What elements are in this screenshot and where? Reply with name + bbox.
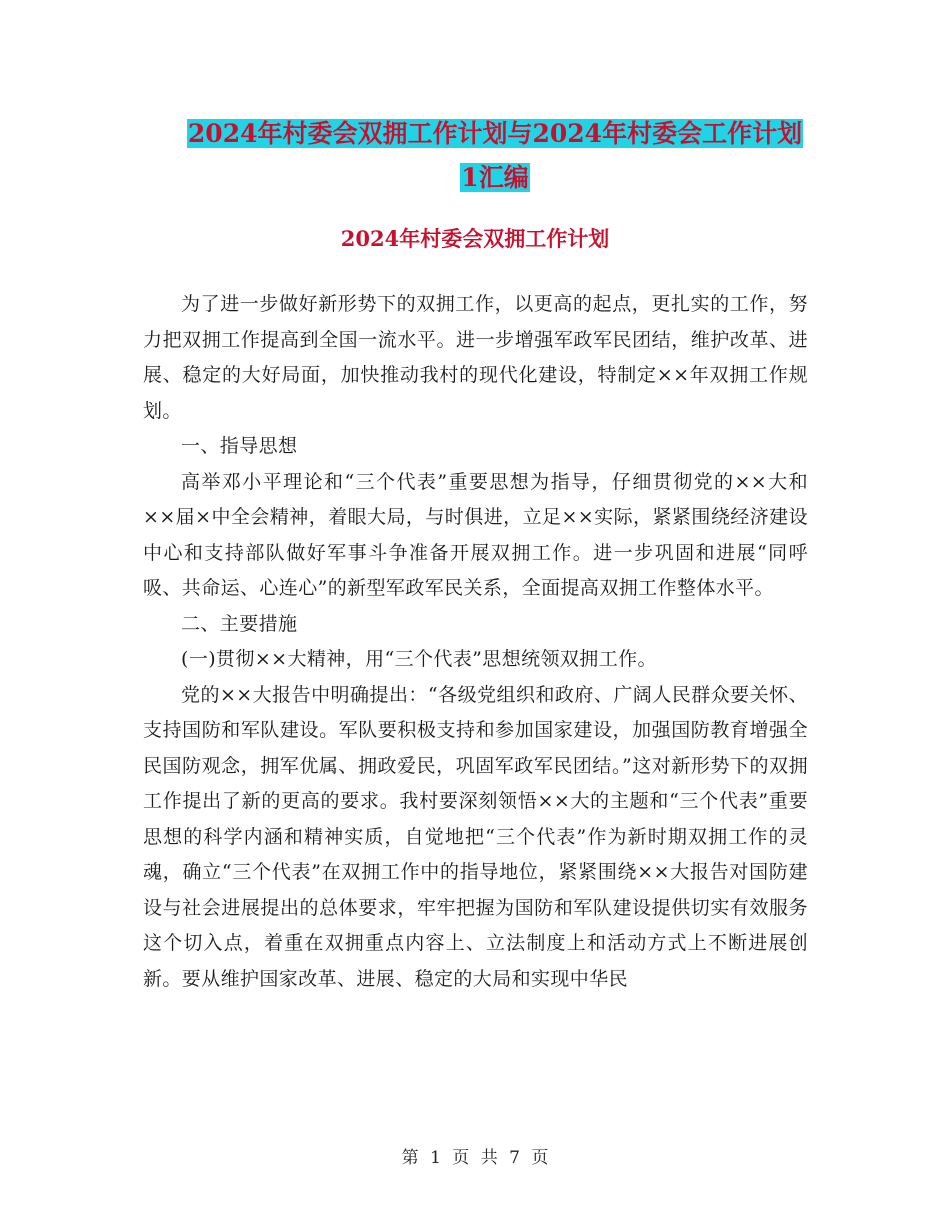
- document-title: [140, 112, 850, 200]
- paragraph-guiding-ideology: 高举邓小平理论和“三个代表”重要思想为指导，仔细贯彻党的××大和××届×中全会精神，着眼大局，与时俱进，立足××实际，紧紧围绕经济建设中心和支持部队做好军事斗争准备开展双拥工作。进一步巩固和进展“同呼吸、共命运、心连心”的新型军政军民关系，全面提高双拥工作整体水平。: [143, 470, 808, 599]
- title-line-1: 2024年村委会双拥工作计划与2024年村委会工作计划: [187, 119, 803, 148]
- subheading-measure-1: (一)贯彻××大精神，用“三个代表”思想统领双拥工作。: [181, 648, 657, 670]
- document-body: [143, 287, 808, 997]
- heading-main-measures: 二、主要措施: [181, 612, 298, 635]
- section-title: 2024年村委会双拥工作计划: [340, 226, 610, 251]
- heading-guiding-ideology: 一、指导思想: [181, 435, 298, 457]
- paragraph-intro: 为了进一步做好新形势下的双拥工作，以更高的起点，更扎实的工作，努力把双拥工作提高到全国一流水平。进一步增强军政军民团结，维护改革、进展、稳定的大好局面，加快推动我村的现代化建设，特制定××年双拥工作规划。: [143, 293, 808, 422]
- title-line-2: 1汇编: [461, 163, 529, 192]
- page-footer: 第 1 页 共 7 页: [401, 1148, 549, 1168]
- paragraph-measure-1: 党的××大报告中明确提出：“各级党组织和政府、广阔人民群众要关怀、支持国防和军队建设。军队要积极支持和参加国家建设，加强国防教育增强全民国防观念，拥军优属、拥政爱民，巩固军政军民团结。”这对新形势下的双拥工作提出了新的更高的要求。我村要深刻领悟××大的主题和“三个代表”重要思想的科学内涵和精神实质，自觉地把“三个代表”作为新时期双拥工作的灵魂，确立“三个代表”在双拥工作中的指导地位，紧紧围绕××大报告对国防建设与社会进展提出的总体要求，牢牢把握为国防和军队建设提供切实有效服务这个切入点，着重在双拥重点内容上、立法制度上和活动方式上不断进展创新。要从维护国家改革、进展、稳定的大局和实现中华民: [143, 683, 808, 990]
